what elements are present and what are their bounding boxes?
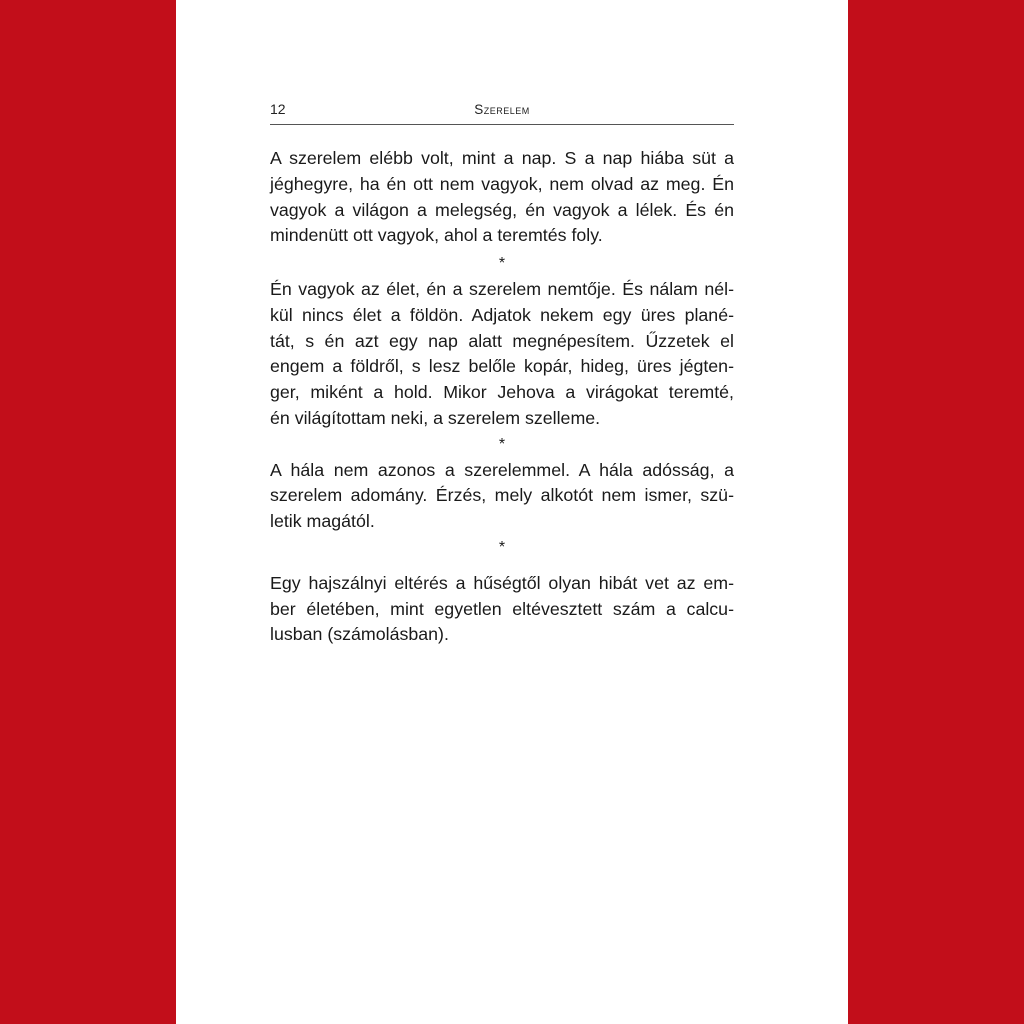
text-line: engem a földről, s lesz belőle kopár, hideg, üres jégten-	[270, 356, 734, 377]
section-separator: *	[498, 435, 506, 453]
text-line: én világítottam neki, a szerelem szelleme.	[270, 407, 601, 428]
text-line: ger, miként a hold. Mikor Jehova a virágokat teremté,	[270, 382, 734, 403]
running-title: Szerelem	[474, 102, 530, 117]
text-line: A hála nem azonos a szerelemmel. A hála adósság, a	[270, 459, 734, 480]
text-line: mindenütt ott vagyok, ahol a teremtés foly.	[270, 225, 603, 246]
page-number: 12	[270, 101, 286, 117]
paragraph	[270, 458, 734, 535]
section-separator: *	[498, 538, 506, 556]
text-line: Én vagyok az élet, én a szerelem nemtője. És nálam nél-	[270, 278, 734, 299]
paragraph	[270, 571, 734, 648]
text-line: kül nincs élet a földön. Adjatok nekem egy üres plané-	[270, 304, 734, 325]
text-line: jéghegyre, ha én ott nem vagyok, nem olvad az meg. Én	[270, 173, 734, 194]
text-line: lusban (számolásban).	[270, 624, 449, 645]
text-line: letik magától.	[270, 511, 375, 532]
text-line: tát, s én azt egy nap alatt megnépesítem. Űzzetek el	[270, 330, 734, 351]
paragraph	[270, 277, 734, 432]
running-head	[270, 98, 734, 125]
section-separator: *	[498, 255, 506, 273]
body-text	[270, 146, 734, 648]
paragraph	[270, 146, 734, 249]
text-line: szerelem adomány. Érzés, mely alkotót nem ismer, szü-	[270, 485, 734, 506]
text-line: Egy hajszálnyi eltérés a hűségtől olyan hibát vet az em-	[270, 572, 734, 593]
text-line: A szerelem elébb volt, mint a nap. S a nap hiába süt a	[270, 148, 734, 168]
text-line: vagyok a világon a melegség, én vagyok a lélek. És én	[270, 199, 734, 220]
book-page	[176, 0, 848, 1024]
text-line: ber életében, mint egyetlen eltévesztett szám a calcu-	[270, 598, 734, 619]
